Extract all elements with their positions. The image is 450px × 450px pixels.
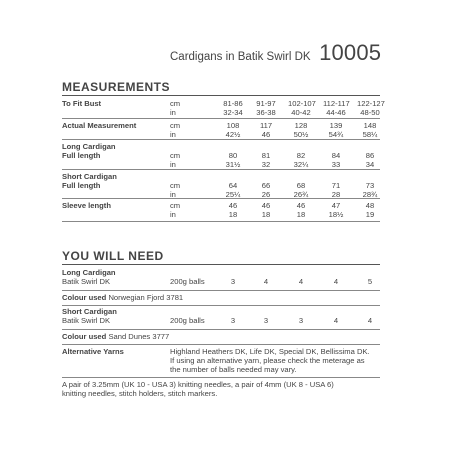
- alternative-yarns-line-1: Highland Heathers DK, Life DK, Special DK, Bellissima DK.: [170, 347, 370, 356]
- long-cardigan-balls-size-5: 5: [367, 277, 373, 286]
- measurement-row-2-unit-1: cm: [170, 121, 181, 130]
- measurement-row-3-unit-2-size-5: 34: [365, 160, 375, 169]
- measurement-row-2-unit-1-size-1: 108: [226, 121, 240, 130]
- measurement-row-5-unit-2-size-3: 18: [296, 210, 306, 219]
- measurement-row-4-unit-1-size-1: 64: [228, 181, 238, 190]
- short-cardigan-balls-size-3: 3: [298, 316, 304, 325]
- measurement-row-3-unit-1-size-4: 84: [331, 151, 341, 160]
- pattern-number: 10005: [319, 40, 382, 65]
- measurement-row-4-unit-1-size-4: 71: [331, 181, 341, 190]
- measurement-row-5-unit-2-size-2: 18: [261, 210, 271, 219]
- pattern-title: Cardigans in Batik Swirl DK: [170, 51, 311, 63]
- measurement-row-4-unit-2: in: [170, 190, 176, 199]
- short-cardigan-yarn: Batik Swirl DK: [62, 316, 111, 325]
- measurement-row-4-unit-1-size-3: 68: [296, 181, 306, 190]
- measurement-row-5-label-line-1: Sleeve length: [62, 201, 111, 210]
- measurement-row-4-divider: [62, 198, 380, 199]
- measurement-row-4-unit-1: cm: [170, 181, 181, 190]
- needles-line-2: knitting needles, stitch holders, stitch markers.: [62, 389, 218, 398]
- measurement-row-4-unit-1-size-2: 66: [261, 181, 271, 190]
- short-cardigan-balls-size-4: 4: [333, 316, 339, 325]
- measurement-row-4-unit-2-size-1: 25¼: [225, 190, 241, 199]
- measurement-row-3-unit-2-size-1: 31½: [225, 160, 241, 169]
- measurement-row-3-divider: [62, 169, 380, 170]
- measurement-row-3-unit-1-size-3: 82: [296, 151, 306, 160]
- measurement-row-3-unit-2-size-4: 33: [331, 160, 341, 169]
- measurement-row-1-unit-2-size-1: 32-34: [223, 108, 243, 117]
- measurement-row-3-unit-2-size-2: 32: [261, 160, 271, 169]
- long-colour-line: [62, 293, 183, 302]
- measurement-row-2-unit-2-size-5: 58¼: [362, 130, 378, 139]
- measurement-row-2-unit-1-size-4: 139: [329, 121, 343, 130]
- measurement-row-3-label-line-1: Long Cardigan: [62, 142, 116, 151]
- measurement-row-1-unit-1-size-5: 122-127: [357, 99, 385, 108]
- long-cardigan-balls-size-3: 4: [298, 277, 304, 286]
- long-cardigan-yarn: Batik Swirl DK: [62, 277, 111, 286]
- measurement-row-5-unit-1: cm: [170, 201, 181, 210]
- alternative-yarns-label: Alternative Yarns: [62, 347, 124, 356]
- measurement-row-5-unit-1-size-1: 46: [228, 201, 238, 210]
- measurement-row-3-unit-1: cm: [170, 151, 181, 160]
- divider: [62, 377, 380, 378]
- measurement-row-3-label-line-2: Full length: [62, 151, 101, 160]
- measurements-top-rule: [62, 95, 380, 96]
- measurement-row-3-unit-2: in: [170, 160, 176, 169]
- measurement-row-1-unit-1-size-3: 102-107: [288, 99, 316, 108]
- measurement-row-2-label-line-1: Actual Measurement: [62, 121, 137, 130]
- measurement-row-1-unit-2-size-3: 40-42: [291, 108, 311, 117]
- you-will-need-top-rule: [62, 264, 380, 265]
- short-cardigan-balls-size-5: 4: [367, 316, 373, 325]
- alternative-yarns-line-3: the number of balls needed may vary.: [170, 365, 297, 374]
- measurement-row-1-unit-2-size-5: 48-50: [360, 108, 380, 117]
- measurement-row-1-unit-2-size-2: 36-38: [256, 108, 276, 117]
- long-cardigan-balls-size-1: 3: [230, 277, 236, 286]
- long-cardigan-title: Long Cardigan: [62, 268, 116, 277]
- measurement-row-2-unit-2-size-1: 42½: [225, 130, 241, 139]
- measurement-row-2-unit-2-size-4: 54¾: [328, 130, 344, 139]
- measurement-row-1-unit-2: in: [170, 108, 176, 117]
- measurement-row-1-unit-1-size-1: 81-86: [223, 99, 243, 108]
- pattern-header: [170, 40, 381, 66]
- measurement-row-2-unit-2: in: [170, 130, 176, 139]
- measurement-row-5-unit-2-size-1: 18: [228, 210, 238, 219]
- measurement-row-5-unit-1-size-3: 46: [296, 201, 306, 210]
- measurement-row-5-unit-1-size-2: 46: [261, 201, 271, 210]
- needles-line-1: A pair of 3.25mm (UK 10 - USA 3) knitting needles, a pair of 4mm (UK 8 - USA 6): [62, 380, 334, 389]
- long-cardigan-balls-size-4: 4: [333, 277, 339, 286]
- short-cardigan-title: Short Cardigan: [62, 307, 117, 316]
- short-cardigan-unit: 200g balls: [170, 316, 205, 325]
- measurement-row-5-unit-2: in: [170, 210, 176, 219]
- measurement-row-3-unit-2-size-3: 32¼: [293, 160, 309, 169]
- measurement-row-3-unit-1-size-5: 86: [365, 151, 375, 160]
- measurement-row-1-divider: [62, 118, 380, 119]
- measurement-row-3-unit-1-size-2: 81: [261, 151, 271, 160]
- measurement-row-1-unit-1: cm: [170, 99, 181, 108]
- short-colour-label: Colour used: [62, 332, 107, 341]
- long-colour-value: Norwegian Fjord 3781: [108, 293, 184, 302]
- short-colour-value: Sand Dunes 3777: [108, 332, 170, 341]
- measurement-row-4-label-line-2: Full length: [62, 181, 101, 190]
- measurement-row-5-unit-2-size-5: 19: [365, 210, 375, 219]
- long-cardigan-unit: 200g balls: [170, 277, 205, 286]
- divider: [62, 329, 380, 330]
- short-cardigan-balls-size-2: 3: [263, 316, 269, 325]
- long-cardigan-balls-size-2: 4: [263, 277, 269, 286]
- measurement-row-5-unit-1-size-5: 48: [365, 201, 375, 210]
- alternative-yarns-line-2: If using an alternative yarn, please check the meterage as: [170, 356, 365, 365]
- short-cardigan-balls-size-1: 3: [230, 316, 236, 325]
- divider: [62, 344, 380, 345]
- measurement-row-4-label-line-1: Short Cardigan: [62, 172, 117, 181]
- divider: [62, 305, 380, 306]
- measurements-heading: MEASUREMENTS: [62, 80, 171, 94]
- you-will-need-heading: YOU WILL NEED: [62, 249, 164, 263]
- measurement-row-5-unit-1-size-4: 47: [331, 201, 341, 210]
- measurement-row-5-divider: [62, 221, 380, 222]
- measurement-row-1-unit-1-size-4: 112-117: [323, 99, 350, 108]
- measurement-row-4-unit-2-size-2: 26: [261, 190, 271, 199]
- divider: [62, 290, 380, 291]
- measurement-row-2-divider: [62, 139, 380, 140]
- measurement-row-4-unit-1-size-5: 73: [365, 181, 375, 190]
- measurement-row-1-unit-1-size-2: 91-97: [256, 99, 276, 108]
- measurement-row-4-unit-2-size-3: 26¾: [293, 190, 309, 199]
- measurement-row-3-unit-1-size-1: 80: [228, 151, 238, 160]
- measurement-row-4-unit-2-size-5: 28¾: [362, 190, 378, 199]
- measurement-row-2-unit-2-size-2: 46: [261, 130, 271, 139]
- long-colour-label: Colour used: [62, 293, 107, 302]
- measurement-row-5-unit-2-size-4: 18½: [328, 210, 344, 219]
- measurement-row-2-unit-1-size-5: 148: [363, 121, 377, 130]
- measurement-row-1-unit-2-size-4: 44-46: [326, 108, 346, 117]
- measurement-row-2-unit-2-size-3: 50½: [293, 130, 309, 139]
- measurement-row-4-unit-2-size-4: 28: [331, 190, 341, 199]
- measurement-row-1-label-line-1: To Fit Bust: [62, 99, 102, 108]
- short-colour-line: [62, 332, 169, 341]
- measurement-row-2-unit-1-size-2: 117: [259, 121, 273, 130]
- measurement-row-2-unit-1-size-3: 128: [294, 121, 308, 130]
